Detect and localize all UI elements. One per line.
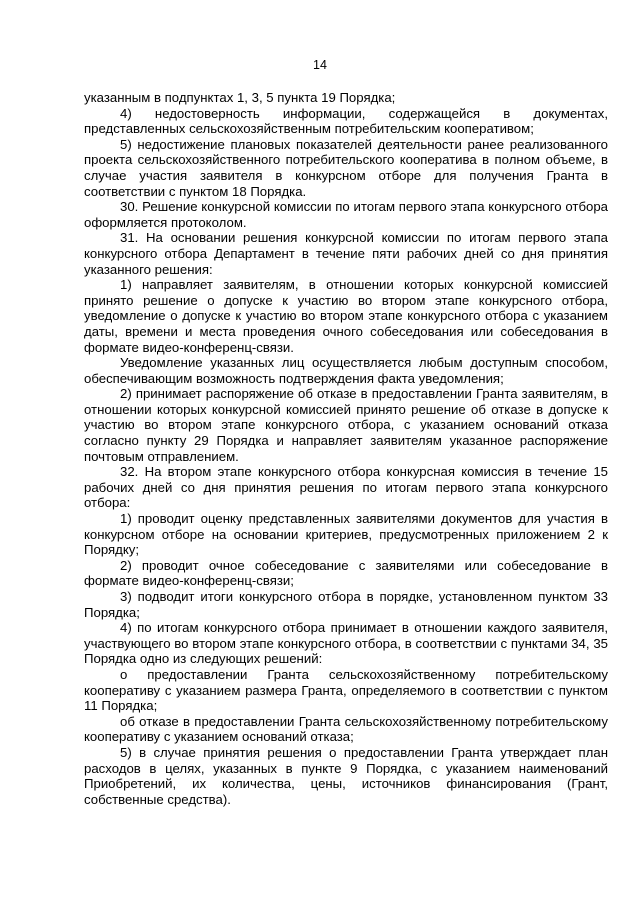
paragraph: указанным в подпунктах 1, 3, 5 пункта 19 Порядка; [84, 90, 396, 105]
paragraph: 5) в случае принятия решения о предоставлении Гранта утверждает план расходов в целях, указанных в пункте 9 Порядка, с указанием наименований Приобретений, их количества, цены, источников финансирования (Грант, собственные средства). [84, 744, 608, 807]
paragraph: 32. На втором этапе конкурсного отбора конкурсная комиссия в течение 15 рабочих дней со дня принятия решения по итогам первого этапа конкурсного отбора: [84, 464, 608, 511]
paragraph: об отказе в предоставлении Гранта сельскохозяйственному потребительскому кооперативу с указанием оснований отказа; [84, 713, 608, 745]
paragraph: 2) проводит очное собеседование с заявителями или собеседование в формате видео-конференц-связи; [84, 557, 608, 589]
paragraph: 4) по итогам конкурсного отбора принимает в отношении каждого заявителя, участвующего во втором этапе конкурсного отбора, в соответствии с пунктами 34, 35 Порядка одно из следующих решений: [84, 620, 608, 667]
paragraph: 4) недостоверность информации, содержащейся в документах, представленных сельскохозяйственным потребительским кооперативом; [84, 105, 608, 137]
document-body [84, 90, 608, 807]
paragraph: Уведомление указанных лиц осуществляется любым доступным способом, обеспечивающим возможность подтверждения факта уведомления; [84, 355, 608, 386]
paragraph: о предоставлении Гранта сельскохозяйственному потребительскому кооперативу с указанием размера Гранта, определяемого в соответствии с пунктом 11 Порядка; [84, 666, 608, 714]
paragraph: 5) недостижение плановых показателей деятельности ранее реализованного проекта сельскохозяйственного потребительского кооператива в полном объеме, в случае участия заявителя в конкурсном отборе для получения Гранта в соответствии с пунктом 18 Порядка. [84, 136, 608, 199]
paragraph: 2) принимает распоряжение об отказе в предоставлении Гранта заявителям, в отношении которых конкурсной комиссией принято решение об отказе в допуске к участию во втором этапе конкурсного отбора, с указанием оснований отказа согласно пункту 29 Порядка и направляет заявителям указанное распоряжение почтовым отправлением. [84, 386, 608, 464]
paragraph: 3) подводит итоги конкурсного отбора в порядке, установленном пунктом 33 Порядка; [84, 589, 608, 620]
paragraph: 1) проводит оценку представленных заявителями документов для участия в конкурсном отборе на основании критериев, предусмотренных приложением 2 к Порядку; [84, 511, 608, 558]
paragraph: 31. На основании решения конкурсной комиссии по итогам первого этапа конкурсного отбора Департамент в течение пяти рабочих дней со дня принятия указанного решения: [84, 230, 608, 277]
paragraph: 1) направляет заявителям, в отношении которых конкурсной комиссией принято решение о допуске к участию во втором этапе конкурсного отбора, уведомление о допуске к участию во втором этапе конкурсного отбора с указанием даты, времени и места проведения очного собеседования или собеседования в формате видео-конференц-связи. [84, 277, 608, 355]
paragraph: 30. Решение конкурсной комиссии по итогам первого этапа конкурсного отбора оформляется протоколом. [84, 199, 608, 230]
page-number: 14 [313, 58, 327, 72]
